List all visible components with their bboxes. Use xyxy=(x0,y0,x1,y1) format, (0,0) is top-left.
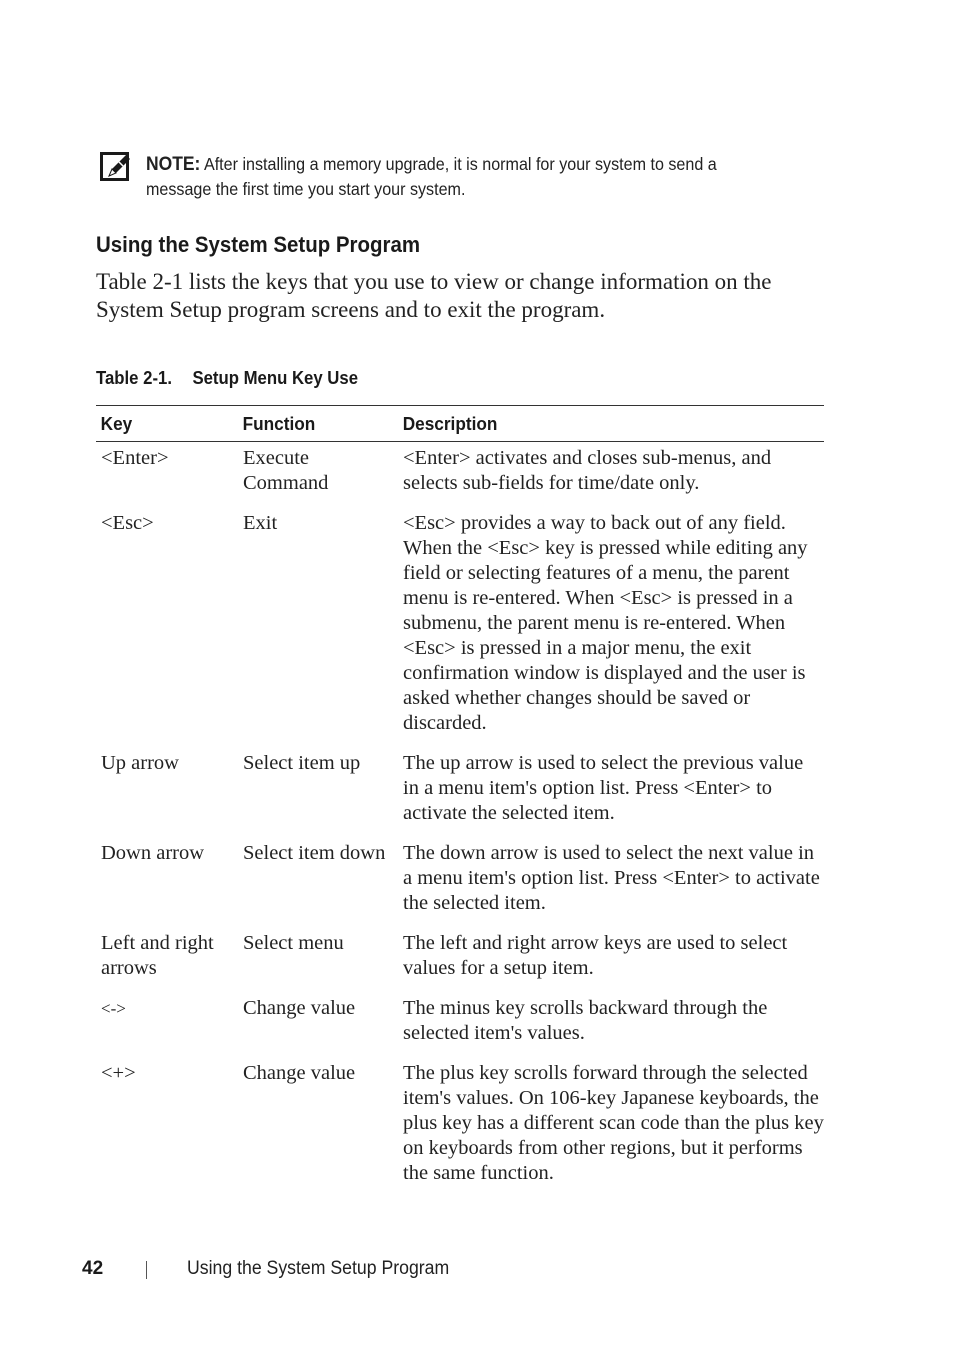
note-text xyxy=(146,152,772,202)
page-footer xyxy=(0,1255,954,1285)
cell-function: Select item down xyxy=(243,842,386,864)
table-caption-number: Table 2-1. xyxy=(96,368,172,388)
cell-key: <+> xyxy=(101,1062,136,1084)
cell-function: Select item up xyxy=(243,752,361,774)
cell-function: Execute Command xyxy=(243,447,329,494)
cell-key: Up arrow xyxy=(101,752,179,774)
table-row xyxy=(96,507,824,747)
cell-key: Down arrow xyxy=(101,842,205,864)
cell-key: <Esc> xyxy=(101,512,154,534)
page-number: 42 xyxy=(82,1258,104,1279)
table-row xyxy=(96,747,824,837)
table-caption xyxy=(96,365,358,391)
note-label: NOTE: xyxy=(146,154,201,175)
cell-description: The left and right arrow keys are used to select values for a setup item. xyxy=(403,932,788,979)
cell-description: <Esc> provides a way to back out of any field. When the <Esc> key is pressed while editing any field or selecting features of a menu, the parent menu is re-entered. When <Esc> is pressed in a submenu, the parent menu is re-entered. When <Esc> is pressed in a major menu, the exit confirmation window is displayed and the user is asked whether changes should be saved or discarded. xyxy=(403,512,808,734)
section-title: Using the System Setup Program xyxy=(96,232,421,257)
cell-function: Change value xyxy=(243,997,356,1019)
cell-description: The minus key scrolls backward through the selected item's values. xyxy=(403,997,768,1044)
note-pencil-icon xyxy=(100,152,132,182)
cell-function: Exit xyxy=(243,512,278,534)
note-line-2: message the first time you start your system. xyxy=(146,179,466,199)
cell-key: Left and right arrows xyxy=(101,932,214,979)
table-row xyxy=(96,1057,824,1197)
cell-description: The up arrow is used to select the previous value in a menu item's option list. Press <Enter> to activate the selected item. xyxy=(403,752,804,824)
note-line-1: After installing a memory upgrade, it is normal for your system to send a xyxy=(203,154,717,174)
table-row xyxy=(96,992,824,1057)
table-row xyxy=(96,927,824,992)
header-function: Function xyxy=(242,412,316,434)
table-header-row xyxy=(96,406,824,441)
setup-key-table xyxy=(96,405,824,1197)
table-row xyxy=(96,442,824,507)
header-description: Description xyxy=(402,412,498,434)
cell-function: Select menu xyxy=(243,932,344,954)
footer-divider xyxy=(146,1261,147,1279)
table-caption-title: Setup Menu Key Use xyxy=(192,368,359,388)
cell-description: The plus key scrolls forward through the selected item's values. On 106-key Japanese keyboards, the plus key has a different scan code than the plus key on keyboards from other regions, but it performs the same function. xyxy=(403,1062,824,1184)
cell-description: <Enter> activates and closes sub-menus, and selects sub-fields for time/date only. xyxy=(403,447,772,494)
cell-function: Change value xyxy=(243,1062,356,1084)
intro-paragraph: Table 2-1 lists the keys that you use to view or change information on the System Setup program screens and to exit the program. xyxy=(96,269,772,322)
footer-title: Using the System Setup Program xyxy=(187,1258,450,1279)
table-row xyxy=(96,837,824,927)
cell-description: The down arrow is used to select the next value in a menu item's option list. Press <Enter> to activate the selected item. xyxy=(403,842,820,914)
cell-key: <-> xyxy=(101,999,126,1018)
cell-key: <Enter> xyxy=(101,447,169,469)
header-key: Key xyxy=(100,412,133,434)
